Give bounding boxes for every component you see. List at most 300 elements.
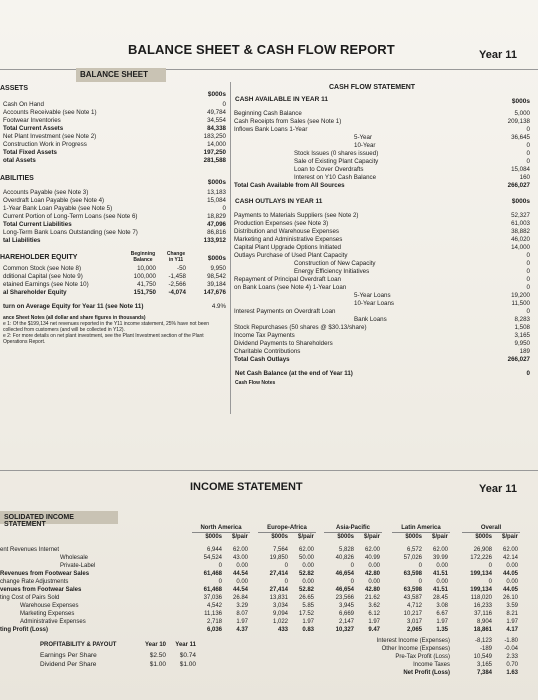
income-cell: 40,826 [335, 555, 354, 561]
income-cell: 37,036 [203, 595, 222, 601]
asset-label: Cash On Hand [3, 101, 44, 108]
cash-outlay-value: 0 [526, 308, 530, 315]
income-cell: 0 [350, 563, 354, 569]
income-cell: 0.00 [506, 563, 518, 569]
income-cell: 6,036 [206, 627, 222, 633]
income-bottom-pair: 0.70 [506, 662, 518, 668]
cash-outlay-row [231, 356, 538, 364]
income-cell: 6,944 [206, 547, 222, 553]
cash-outlay-row [231, 292, 538, 300]
asset-row [0, 109, 230, 117]
payout-year10: $2.50 [149, 652, 166, 659]
cash-outlay-value: 8,283 [514, 316, 530, 323]
cash-outlay-value: 14,000 [511, 244, 530, 251]
cash-available-row [231, 150, 538, 158]
equity-value: 39,184 [207, 281, 226, 288]
income-cell: 46,654 [335, 587, 354, 593]
cash-outlay-row [231, 340, 538, 348]
cash-available-row [231, 126, 538, 134]
income-cell: 61,468 [203, 571, 222, 577]
income-cell: 4,542 [206, 603, 222, 609]
cash-available-value: 0 [526, 150, 530, 157]
income-cell: 7,564 [272, 547, 288, 553]
income-row-label: Private-Label [60, 563, 96, 569]
income-cell: 4.17 [506, 627, 518, 633]
income-cell: 1.97 [436, 619, 448, 625]
asset-value: 14,000 [207, 141, 226, 148]
cash-outlay-value: 11,500 [511, 300, 530, 307]
income-cell: 0 [418, 563, 422, 569]
income-cell: 0 [284, 579, 288, 585]
cash-outlay-label: Interest Payments on Overdraft Loan [234, 308, 336, 315]
income-cell: 37,116 [474, 611, 492, 617]
income-cell: 3.62 [368, 603, 380, 609]
income-cell: 3,034 [272, 603, 288, 609]
equity-beginning: 100,000 [133, 273, 156, 280]
income-bottom-total: -189 [479, 646, 492, 652]
income-cell: 1.97 [236, 619, 248, 625]
cash-available-value: 5,000 [514, 110, 530, 117]
income-sub-header: $/pair [363, 534, 380, 540]
income-sub-header: $/pair [501, 534, 518, 540]
cash-available-label: 5-Year [354, 134, 373, 141]
asset-row [0, 157, 230, 165]
report-year: Year 11 [479, 49, 517, 61]
income-year: Year 11 [479, 483, 517, 495]
income-bottom-total: -8,123 [474, 638, 492, 644]
cash-available-label: 10-Year [354, 142, 376, 149]
income-cell: 41.51 [432, 587, 448, 593]
cash-outlay-row [231, 332, 538, 340]
cash-available-label: Loan to Cover Overdrafts [294, 166, 364, 173]
income-cell: 23,566 [335, 595, 354, 601]
income-bottom-pair: 2.33 [506, 654, 518, 660]
cash-outlay-row [231, 300, 538, 308]
income-cell: 11,136 [204, 611, 222, 617]
income-bottom-total: 10,549 [473, 654, 492, 660]
income-group-rule [324, 532, 382, 533]
income-bottom-pair: -0.04 [504, 646, 518, 652]
equity-col-change: Change in Y11 [166, 251, 186, 263]
income-sub-header: $000s [475, 534, 492, 540]
liability-label: 1-Year Bank Loan Payable (see Note 5) [3, 205, 113, 212]
liability-row [0, 189, 230, 197]
income-sub-header: $000s [205, 534, 222, 540]
income-bottom-pair: -1.80 [504, 638, 518, 644]
equity-label: Common Stock (see Note 8) [3, 265, 82, 272]
income-bottom-pair: 1.63 [506, 670, 518, 676]
income-cell: 61,468 [203, 587, 222, 593]
cash-available-row [231, 174, 538, 182]
liability-value: 133,912 [203, 237, 226, 244]
income-sub-header: $000s [271, 534, 288, 540]
net-cash-label: Net Cash Balance (at the end of Year 11) [235, 370, 353, 377]
cash-available-label: Total Cash Available from All Sources [234, 182, 345, 189]
cash-outlays-unit: $000s [511, 198, 530, 205]
cash-available-label: Cash Receipts from Sales (see Note 1) [234, 118, 342, 125]
income-cell: 0 [418, 579, 422, 585]
income-cell: 26.65 [298, 595, 314, 601]
cash-outlay-value: 52,327 [511, 212, 530, 219]
income-cell: 62.00 [502, 547, 518, 553]
income-sub-header: $/pair [231, 534, 248, 540]
payout-col-year10: Year 10 [144, 642, 166, 648]
cash-available-rows [231, 110, 538, 190]
income-cell: 8.21 [506, 611, 518, 617]
asset-row [0, 101, 230, 109]
equity-beginning: 10,000 [137, 265, 156, 272]
income-cell: 42.80 [364, 571, 380, 577]
payout-label: Earnings Per Share [40, 652, 97, 659]
roe-label: turn on Average Equity for Year 11 (see Note 11) [3, 303, 144, 310]
cash-outlay-label: Dividend Payments to Shareholders [234, 340, 333, 347]
equity-row [0, 273, 230, 281]
liability-value: 15,084 [207, 197, 226, 204]
cash-outlay-value: 3,165 [514, 332, 530, 339]
income-row-label: ent Revenues Internet [0, 547, 60, 553]
liability-value: 47,096 [207, 221, 226, 228]
cash-available-value: 0 [526, 126, 530, 133]
income-group-header: Latin America [401, 525, 441, 531]
asset-value: 34,554 [207, 117, 226, 124]
cash-available-value: 36,645 [511, 134, 530, 141]
cash-available-row [231, 134, 538, 142]
income-cell: 1,022 [272, 619, 288, 625]
asset-value: 281,588 [203, 157, 226, 164]
balance-sheet [0, 82, 230, 345]
asset-label: Total Current Assets [3, 125, 64, 132]
equity-beginning: 41,750 [137, 281, 156, 288]
income-cell: 0 [350, 579, 354, 585]
income-cell: 62.00 [232, 547, 248, 553]
income-cell: 0.00 [302, 563, 314, 569]
payout-year10: $1.00 [149, 661, 166, 668]
income-cell: 27,414 [269, 571, 288, 577]
cash-outlay-label: Payments to Materials Suppliers (see Note 2) [234, 212, 359, 219]
income-cell: 0.00 [368, 579, 380, 585]
income-cell: 2,718 [206, 619, 222, 625]
cash-outlay-value: 1,508 [514, 324, 530, 331]
cash-outlay-label: 10-Year Loans [354, 300, 395, 307]
income-cell: 19,850 [269, 555, 288, 561]
cash-outlay-label: Bank Loans [354, 316, 387, 323]
asset-row [0, 141, 230, 149]
asset-value: 197,250 [203, 149, 226, 156]
income-cell: 42.14 [502, 555, 518, 561]
income-cell: 0 [218, 563, 222, 569]
income-cell: 0.83 [302, 627, 314, 633]
cash-available-value: 15,084 [511, 166, 530, 173]
income-cell: 43,587 [403, 595, 422, 601]
net-cash-row [231, 370, 538, 378]
cash-outlay-value: 0 [526, 252, 530, 259]
cash-available-value: 160 [519, 174, 530, 181]
cash-outlay-row [231, 324, 538, 332]
income-row-label: Wholesale [60, 555, 89, 561]
income-sub-header: $000s [405, 534, 422, 540]
income-cell: 16,233 [473, 603, 492, 609]
cash-outlay-value: 189 [519, 348, 530, 355]
income-cell: 13,831 [269, 595, 288, 601]
cash-available-heading: CASH AVAILABLE IN YEAR 11 [235, 96, 328, 103]
liability-label: tal Liabilities [3, 237, 41, 244]
equity-unit: $000s [207, 255, 226, 262]
income-cell: 52.82 [298, 571, 314, 577]
cash-outlay-row [231, 212, 538, 220]
cash-outlay-label: Stock Repurchases (50 shares @ $30.13/share) [234, 324, 367, 331]
income-cell: 0 [284, 563, 288, 569]
liability-label: Total Current Liabilities [3, 221, 72, 228]
income-cell: 2,065 [406, 627, 422, 633]
income-cell: 0.00 [302, 579, 314, 585]
income-row-label: venues from Footwear Sales [0, 587, 82, 593]
liability-value: 86,816 [207, 229, 226, 236]
income-cell: 42.80 [364, 587, 380, 593]
income-cell: 44.05 [502, 587, 518, 593]
cash-outlay-value: 9,950 [514, 340, 530, 347]
income-cell: 0.00 [368, 563, 380, 569]
assets-unit: $000s [207, 91, 226, 98]
income-cell: 57,026 [403, 555, 422, 561]
equity-label: dditional Capital (see Note 9) [3, 273, 83, 280]
income-cell: 5,828 [338, 547, 354, 553]
liability-row [0, 197, 230, 205]
income-bottom-label: Interest Income (Expenses) [376, 638, 450, 644]
income-cell: 44.54 [232, 587, 248, 593]
tab-consolidated-income[interactable]: SOLIDATED INCOME STATEMENT [0, 511, 118, 524]
cash-outlay-row [231, 260, 538, 268]
equity-value: 147,676 [203, 289, 226, 296]
report-header [0, 0, 538, 70]
tab-balance-sheet[interactable]: BALANCE SHEET [76, 68, 166, 82]
liabilities-heading: ABILITIES [0, 175, 34, 182]
payout-label: Dividend Per Share [40, 661, 97, 668]
cash-outlay-row [231, 348, 538, 356]
income-cell: 52.82 [298, 587, 314, 593]
income-group-header: North America [200, 525, 242, 531]
income-cell: 28.45 [432, 595, 448, 601]
income-cell: 17.52 [298, 611, 314, 617]
income-cell: 0.00 [506, 579, 518, 585]
income-cell: 0.00 [236, 563, 248, 569]
cash-outlays-heading: CASH OUTLAYS IN YEAR 11 [235, 198, 323, 205]
liability-row [0, 213, 230, 221]
asset-label: Accounts Receivable (see Note 1) [3, 109, 97, 116]
asset-row [0, 149, 230, 157]
liability-row [0, 229, 230, 237]
income-cell: 18,861 [473, 627, 492, 633]
income-sub-header: $/pair [431, 534, 448, 540]
asset-label: Total Fixed Assets [3, 149, 57, 156]
cash-available-row [231, 142, 538, 150]
equity-label: etained Earnings (see Note 10) [3, 281, 89, 288]
liability-label: Long-Term Bank Loans Outstanding (see Note 7) [3, 229, 138, 236]
asset-label: Construction Work in Progress [3, 141, 87, 148]
income-cell: 0 [488, 563, 492, 569]
income-row-label: ting Profit (Loss) [0, 627, 48, 633]
income-group-rule [192, 532, 250, 533]
roe-value: 4.9% [211, 303, 226, 310]
income-cell: 10,217 [403, 611, 422, 617]
income-row-label: ting Cost of Pairs Sold [0, 595, 60, 601]
income-cell: 6.67 [436, 611, 448, 617]
cash-outlay-value: 19,200 [511, 292, 530, 299]
income-group-rule [258, 532, 316, 533]
cash-outlay-label: Production Expenses (see Note 3) [234, 220, 329, 227]
equity-row [0, 289, 230, 297]
equity-change: -2,566 [168, 281, 186, 288]
income-cell: 26,908 [473, 547, 492, 553]
equity-value: 9,950 [210, 265, 226, 272]
income-cell: 1.97 [506, 619, 518, 625]
income-cell: 3,017 [406, 619, 422, 625]
liability-value: 13,183 [207, 189, 226, 196]
assets-rows [0, 101, 230, 165]
cash-outlay-value: 0 [526, 268, 530, 275]
payout-col-year11: Year 11 [175, 642, 196, 648]
cash-outlay-row [231, 252, 538, 260]
income-group-rule [462, 532, 520, 533]
equity-rows [0, 265, 230, 297]
income-cell: 39.99 [432, 555, 448, 561]
income-bottom-label: Income Taxes [413, 662, 450, 668]
equity-heading: HAREHOLDER EQUITY [0, 254, 78, 261]
income-row-label: Marketing Expenses [20, 611, 75, 617]
income-cell: 6,669 [338, 611, 354, 617]
income-cell: 6.12 [368, 611, 380, 617]
income-cell: 3.29 [236, 603, 248, 609]
asset-label: Footwear Inventories [3, 117, 61, 124]
cash-outlay-value: 0 [526, 276, 530, 283]
balance-notes-heading: ance Sheet Notes (all dollar and share figures in thousands) [3, 315, 146, 321]
cash-outlay-row [231, 316, 538, 324]
balance-note-1: e 1: Of the $199,134 net revenues reported in the Y11 income statement, 25% have not been collected from customers (and will be collected in Y12). [3, 321, 210, 333]
payout-year11: $1.00 [179, 661, 196, 668]
liabilities-rows [0, 189, 230, 245]
income-cell: 50.00 [298, 555, 314, 561]
cash-outlay-label: Income Tax Payments [234, 332, 295, 339]
liability-label: Accounts Payable (see Note 3) [3, 189, 89, 196]
income-cell: 199,134 [470, 587, 492, 593]
income-cell: 62.00 [432, 547, 448, 553]
cash-available-row [231, 110, 538, 118]
roe-row [0, 303, 230, 311]
asset-row [0, 125, 230, 133]
asset-value: 49,784 [207, 109, 226, 116]
cash-outlay-row [231, 236, 538, 244]
liability-row [0, 221, 230, 229]
cash-outlay-row [231, 220, 538, 228]
cash-outlay-label: Capital Plant Upgrade Options Initiated [234, 244, 341, 251]
asset-value: 183,250 [203, 133, 226, 140]
cash-available-value: 0 [526, 158, 530, 165]
cash-available-label: Beginning Cash Balance [234, 110, 302, 117]
cash-outlay-row [231, 268, 538, 276]
asset-label: Net Plant Investment (see Note 2) [3, 133, 97, 140]
income-group-header: Overall [480, 525, 502, 531]
income-cell: 0 [218, 579, 222, 585]
assets-heading: ASSETS [0, 85, 29, 92]
income-cell: 8,904 [476, 619, 492, 625]
income-row-label: change Rate Adjustments [0, 579, 69, 585]
liability-label: Current Portion of Long-Term Loans (see Note 6) [3, 213, 138, 220]
cash-outlay-row [231, 308, 538, 316]
payout-heading: PROFITABILITY & PAYOUT [40, 642, 117, 648]
cash-available-label: Inflows Bank Loans 1-Year [234, 126, 308, 133]
income-cell: 3.59 [506, 603, 518, 609]
income-title: INCOME STATEMENT [190, 481, 303, 493]
cash-available-label: Stock Issues (0 shares issued) [294, 150, 379, 157]
income-row-label: Revenues from Footwear Sales [0, 571, 90, 577]
income-cell: 40.99 [364, 555, 380, 561]
income-cell: 62.00 [298, 547, 314, 553]
cash-available-value: 266,027 [507, 182, 530, 189]
income-cell: 118,020 [470, 595, 492, 601]
equity-row [0, 265, 230, 273]
income-cell: 9,094 [272, 611, 288, 617]
income-cell: 4.37 [236, 627, 248, 633]
cash-available-row [231, 182, 538, 190]
income-cell: 27,414 [269, 587, 288, 593]
income-cell: 46,654 [335, 571, 354, 577]
income-cell: 10,327 [335, 627, 354, 633]
equity-col-beginning: Beginning Balance [130, 251, 156, 263]
liability-value: 0 [222, 205, 226, 212]
cash-available-value: 0 [526, 142, 530, 149]
equity-beginning: 151,750 [133, 289, 156, 296]
income-group-header: Europe-Africa [267, 525, 307, 531]
payout-year11: $0.74 [179, 652, 196, 659]
cash-available-row [231, 118, 538, 126]
income-cell: 43.00 [232, 555, 248, 561]
cash-outlay-label: Outlays Purchase of Used Plant Capacity [234, 252, 348, 259]
income-cell: 0.00 [436, 579, 448, 585]
equity-change: -4,074 [168, 289, 186, 296]
cash-flow-notes-heading: Cash Flow Notes [235, 380, 276, 386]
income-cell: 1.97 [302, 619, 314, 625]
cash-outlay-label: Total Cash Outlays [234, 356, 290, 363]
asset-row [0, 133, 230, 141]
cash-outlay-value: 0 [526, 284, 530, 291]
income-sub-header: $000s [337, 534, 354, 540]
income-cell: 1.35 [436, 627, 448, 633]
income-sub-header: $/pair [297, 534, 314, 540]
asset-value: 84,338 [207, 125, 226, 132]
cash-outlay-label: Repayment of Principal Overdraft Loan [234, 276, 341, 283]
cash-outlay-label: on Bank Loans (see Note 4) 1-Year Loan [234, 284, 347, 291]
cash-outlay-label: 5-Year Loans [354, 292, 391, 299]
cash-flow-statement [230, 82, 538, 414]
income-cell: 0 [488, 579, 492, 585]
cash-outlay-label: Charitable Contributions [234, 348, 301, 355]
asset-row [0, 117, 230, 125]
liability-row [0, 237, 230, 245]
income-cell: 44.05 [502, 571, 518, 577]
liability-value: 18,829 [207, 213, 226, 220]
cash-outlay-value: 38,882 [511, 228, 530, 235]
cash-outlay-label: Distribution and Warehouse Expenses [234, 228, 340, 235]
income-cell: 2,147 [338, 619, 354, 625]
equity-row [0, 281, 230, 289]
net-cash-value: 0 [526, 370, 530, 377]
income-row-label: Warehouse Expenses [20, 603, 79, 609]
income-statement [0, 470, 538, 700]
balance-note-2: e 2: For more details on net plant investment, see the Plant Investment section of the Plant Operations Report. [3, 333, 204, 345]
cash-outlay-row [231, 284, 538, 292]
income-cell: 3.08 [436, 603, 448, 609]
income-cell: 9.47 [368, 627, 380, 633]
cash-outlay-row [231, 228, 538, 236]
